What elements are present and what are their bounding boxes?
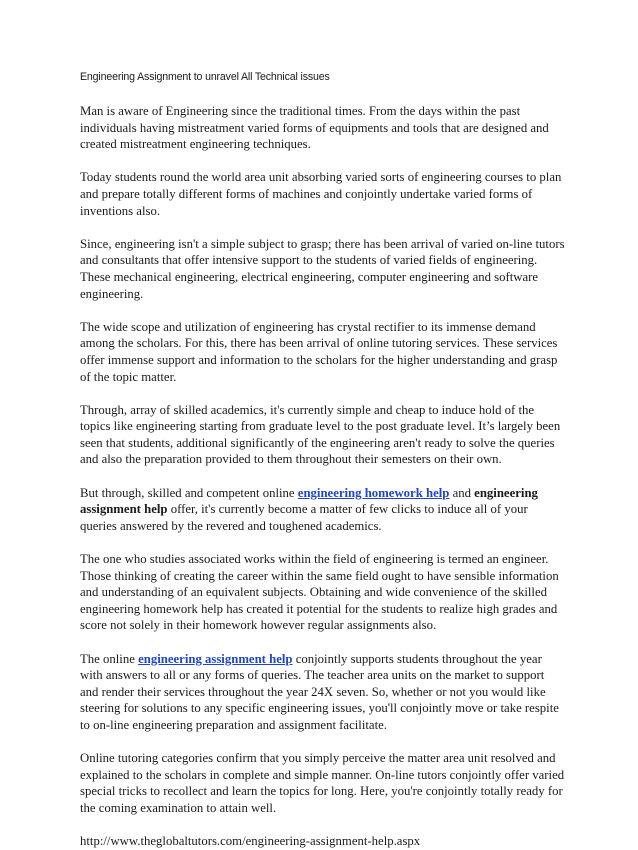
document-body bbox=[80, 103, 565, 850]
paragraph-1: Man is aware of Engineering since the traditional times. From the days within the past individuals having mistreatment varied forms of equipments and tools that are designed and created mistreatment engineering techniques. bbox=[80, 104, 549, 152]
paragraph-4: The wide scope and utilization of engineering has crystal rectifier to its immense demand among the scholars. For this, there has been arrival of online tutoring services. These services offer immense support and information to the scholars for the higher understanding and grasp of the topic matter. bbox=[80, 319, 558, 384]
paragraph-6 bbox=[80, 485, 565, 535]
paragraph-3: Since, engineering isn't a simple subject to grasp; there has been arrival of varied on-line tutors and consultants that offer intensive support to the students of varied fields of engineering. These mechanical engineering, electrical engineering, computer engineering and software engineering. bbox=[80, 236, 565, 301]
paragraph-6-text-before: But through, skilled and competent online bbox=[80, 485, 298, 500]
engineering-assignment-help-link[interactable]: engineering assignment help bbox=[138, 651, 293, 666]
paragraph-8-text-after: conjointly supports students throughout the year with answers to all or any forms of queries. The teacher area units on the market to support and render their services throughout the year 24X seven. So, whether or not you would like steering for solutions to any specific engineering issues, you'll conjointly move or take respite to on-line engineering preparation and assignment facilitate. bbox=[80, 651, 559, 732]
document-title: Engineering Assignment to unravel All Technical issues bbox=[80, 71, 330, 83]
paragraph-2: Today students round the world area unit absorbing varied sorts of engineering courses to plan and prepare totally different forms of machines and conjointly undertake varied forms of inventions also. bbox=[80, 170, 562, 218]
paragraph-7: The one who studies associated works within the field of engineering is termed an engineer. Those thinking of creating the career within the same field ought to have sensible information and understanding of an equivalent subjects. Obtaining and wide convenience of the skilled engineering homework help has created it potential for the students to realize high grades and score not solely in their homework however regular assignments also. bbox=[80, 552, 559, 633]
paragraph-6-text-after: offer, it's currently become a matter of few clicks to induce all of your queries answered by the revered and toughened academics. bbox=[80, 502, 528, 533]
source-url: http://www.theglobaltutors.com/engineering-assignment-help.aspx bbox=[80, 834, 421, 849]
paragraph-6-text-mid: and bbox=[449, 485, 475, 500]
paragraph-9: Online tutoring categories confirm that you simply perceive the matter area unit resolved and explained to the scholars in complete and simple manner. On-line tutors conjointly offer varied special tricks to recollect and learn the topics for long. Here, you're conjointly totally ready for the coming examination to attain well. bbox=[80, 751, 565, 815]
paragraph-8-text-before: The online bbox=[80, 651, 139, 666]
paragraph-8 bbox=[80, 651, 565, 734]
engineering-assignment-help-bold-text: engineering assignment help bbox=[80, 485, 538, 517]
paragraph-5: Through, array of skilled academics, it's currently simple and cheap to induce hold of the topics like engineering starting from graduate level to the post graduate level. It’s largely been seen that students, additional significantly of the engineering aren't ready to solve the queries and also the preparation provided to them throughout their semesters on their own. bbox=[80, 402, 561, 467]
engineering-homework-help-link[interactable]: engineering homework help bbox=[297, 485, 450, 500]
